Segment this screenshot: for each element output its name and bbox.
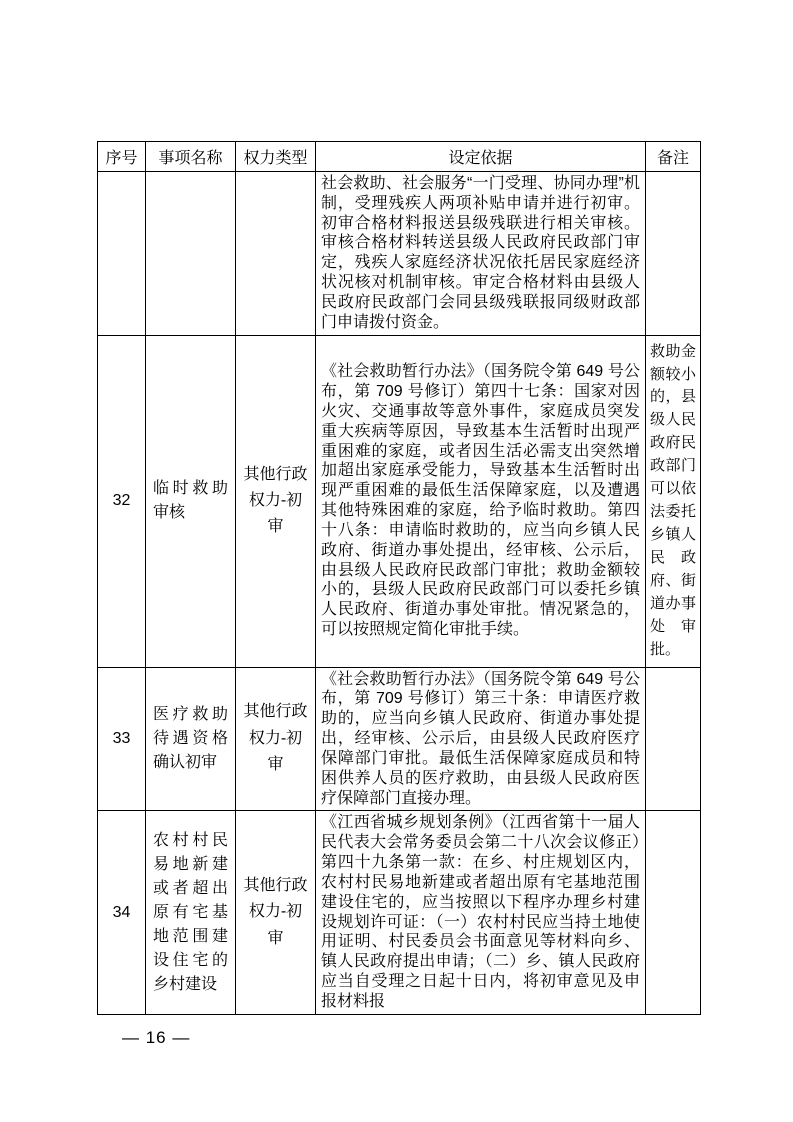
table-row-32 [98,335,701,667]
cell-item-name: 临时救助审核 [146,335,236,667]
cell-remark [646,811,701,1014]
page-number: — 16 — [122,1028,191,1047]
column-header-power-type: 权力类型 [236,142,316,172]
cell-basis: 《社会救助暂行办法》（国务院令第 649 号公布，第 709 号修订）第四十七条：国家对因火灾、交通事故等意外事件，家庭成员突发重大疾病等原因，导致基本生活暂时出现严重困难的家庭，或者因生活必需支出突然增加超出家庭承受能力，导致基本生活暂时出现严重困难的最低生活保障家庭，以及遭遇其他特殊困难的家庭，给予临时救助。第四十八条：申请临时救助的，应当向乡镇人民政府、街道办事处提出，经审核、公示后，由县级人民政府民政部门审批；救助金额较小的，县级人民政府民政部门可以委托乡镇人民政府、街道办事处审批。情况紧急的，可以按照规定简化审批手续。 [316,335,646,667]
column-header-basis: 设定依据 [316,142,646,172]
cell-remark [646,667,701,811]
administrative-power-table [97,141,701,1015]
column-header-remark: 备注 [646,142,701,172]
cell-remark: 救助金额较小的，县级人民政府民政部门可以依法委托乡镇人民政府、街道办事处审批。 [646,335,701,667]
cell-seq: 33 [98,667,146,811]
column-header-seq: 序号 [98,142,146,172]
cell-item-name: 医疗救助待遇资格确认初审 [146,667,236,811]
cell-remark [646,172,701,336]
column-header-item-name: 事项名称 [146,142,236,172]
cell-seq: 34 [98,811,146,1014]
cell-basis: 社会救助、社会服务“一门受理、协同办理”机制，受理残疾人两项补贴申请并进行初审。初审合格材料报送县级残联进行相关审核。审核合格材料转送县级人民政府民政部门审定，残疾人家庭经济状况依托居民家庭经济状况核对机制审核。审定合格材料由县级人民政府民政部门会同县级残联报同级财政部门申请拨付资金。 [316,172,646,336]
table-row-34 [98,811,701,1014]
cell-item-name: 农村村民易地新建或者超出原有宅基地范围建设住宅的乡村建设 [146,811,236,1014]
table-row-33 [98,667,701,811]
cell-power-type: 其他行政权力-初审 [236,667,316,811]
cell-item-name [146,172,236,336]
cell-seq [98,172,146,336]
cell-power-type: 其他行政权力-初审 [236,811,316,1014]
cell-seq: 32 [98,335,146,667]
cell-basis: 《社会救助暂行办法》（国务院令第 649 号公布，第 709 号修订）第三十条：申请医疗救助的，应当向乡镇人民政府、街道办事处提出，经审核、公示后，由县级人民政府医疗保障部门审批。最低生活保障家庭成员和特困供养人员的医疗救助，由县级人民政府医疗保障部门直接办理。 [316,667,646,811]
cell-power-type: 其他行政权力-初审 [236,335,316,667]
cell-basis: 《江西省城乡规划条例》（江西省第十一届人民代表大会常务委员会第二十八次会议修正）第四十九条第一款：在乡、村庄规划区内，农村村民易地新建或者超出原有宅基地范围建设住宅的，应当按照以下程序办理乡村建设规划许可证：（一）农村村民应当持土地使用证明、村民委员会书面意见等材料向乡、镇人民政府提出申请；（二）乡、镇人民政府应当自受理之日起十日内，将初审意见及申报材料报 [316,811,646,1014]
cell-power-type [236,172,316,336]
table-row-continuation [98,172,701,336]
table-header-row [98,142,701,172]
